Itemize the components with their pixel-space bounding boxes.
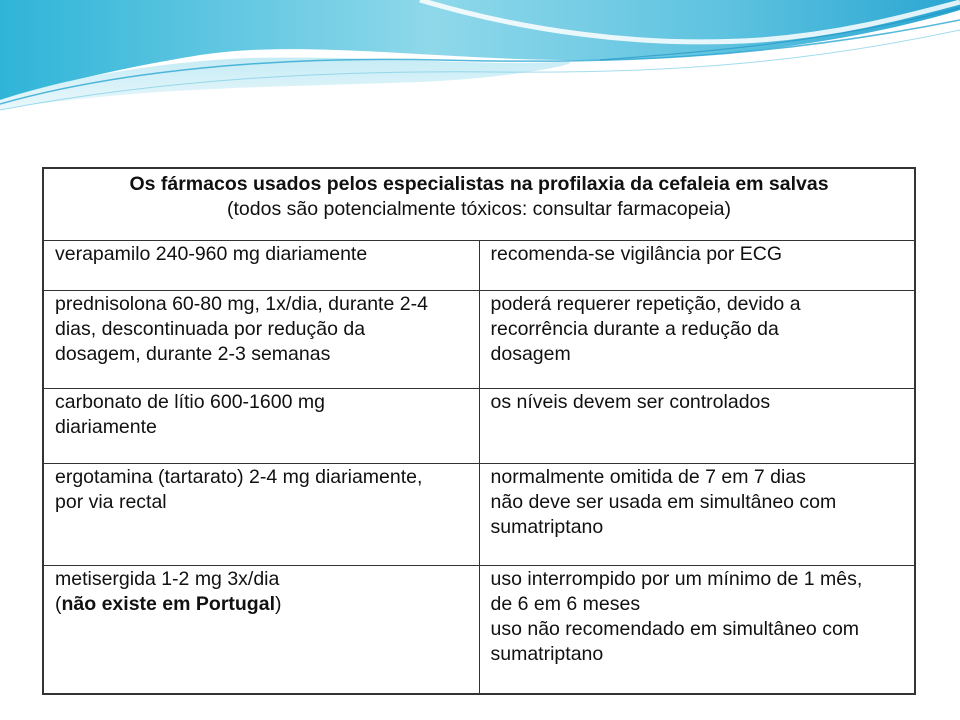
drug-cell [43, 566, 479, 695]
table-row [43, 389, 915, 464]
drug-text: ergotamina (tartarato) 2-4 mg diariamente, [55, 465, 423, 488]
note-text: não deve ser usada em simultâneo com [490, 490, 837, 513]
availability-warning: não existe em Portugal [61, 593, 275, 615]
note-cell [479, 463, 915, 565]
note-text: dosagem [490, 342, 571, 365]
table-title-cell [43, 168, 915, 241]
note-text: os níveis devem ser controlados [490, 391, 771, 413]
note-text: poderá requerer repetição, devido a [490, 292, 801, 315]
table-row [43, 241, 915, 291]
paren-close: ) [274, 593, 282, 615]
note-text: recorrência durante a redução da [490, 317, 779, 340]
table-title-row [43, 168, 915, 241]
drug-text: carbonato de lítio 600-1600 mg [55, 391, 325, 413]
drug-text: diariamente [55, 416, 157, 438]
drug-text: metisergida 1-2 mg 3x/dia [55, 568, 280, 590]
note-text: uso interrompido por um mínimo de 1 mês, [490, 568, 863, 590]
note-text: sumatriptano [490, 515, 604, 538]
drug-text: verapamilo 240-960 mg diariamente [55, 243, 368, 266]
note-cell [479, 241, 915, 291]
note-text: de 6 em 6 meses [490, 593, 641, 615]
note-text: uso não recomendado em simultâneo com [490, 618, 860, 640]
note-cell [479, 290, 915, 388]
note-cell [479, 389, 915, 464]
drug-cell [43, 463, 479, 565]
note-text: normalmente omitida de 7 em 7 dias [490, 465, 806, 488]
note-text: sumatriptano [490, 643, 604, 665]
drug-cell [43, 241, 479, 291]
drug-text: prednisolona 60-80 mg, 1x/dia, durante 2-4 [55, 292, 428, 315]
table-subtitle: (todos são potencialmente tóxicos: consultar farmacopeia) [227, 198, 732, 220]
note-cell [479, 566, 915, 695]
drug-availability-note [55, 592, 471, 617]
note-text: recomenda-se vigilância por ECG [490, 243, 783, 266]
drug-cell [43, 389, 479, 464]
table-title: Os fármacos usados pelos especialistas na profilaxia da cefaleia em salvas [129, 173, 829, 195]
table-row [43, 290, 915, 388]
drug-text: dias, descontinuada por redução da [55, 317, 366, 340]
table-row [43, 463, 915, 565]
drug-cell [43, 290, 479, 388]
drug-text: por via rectal [55, 490, 167, 513]
table-row [43, 566, 915, 695]
header-wave-decoration [0, 0, 960, 150]
drug-text: dosagem, durante 2-3 semanas [55, 342, 331, 365]
paren-open: ( [55, 593, 62, 615]
drug-table [42, 167, 916, 695]
